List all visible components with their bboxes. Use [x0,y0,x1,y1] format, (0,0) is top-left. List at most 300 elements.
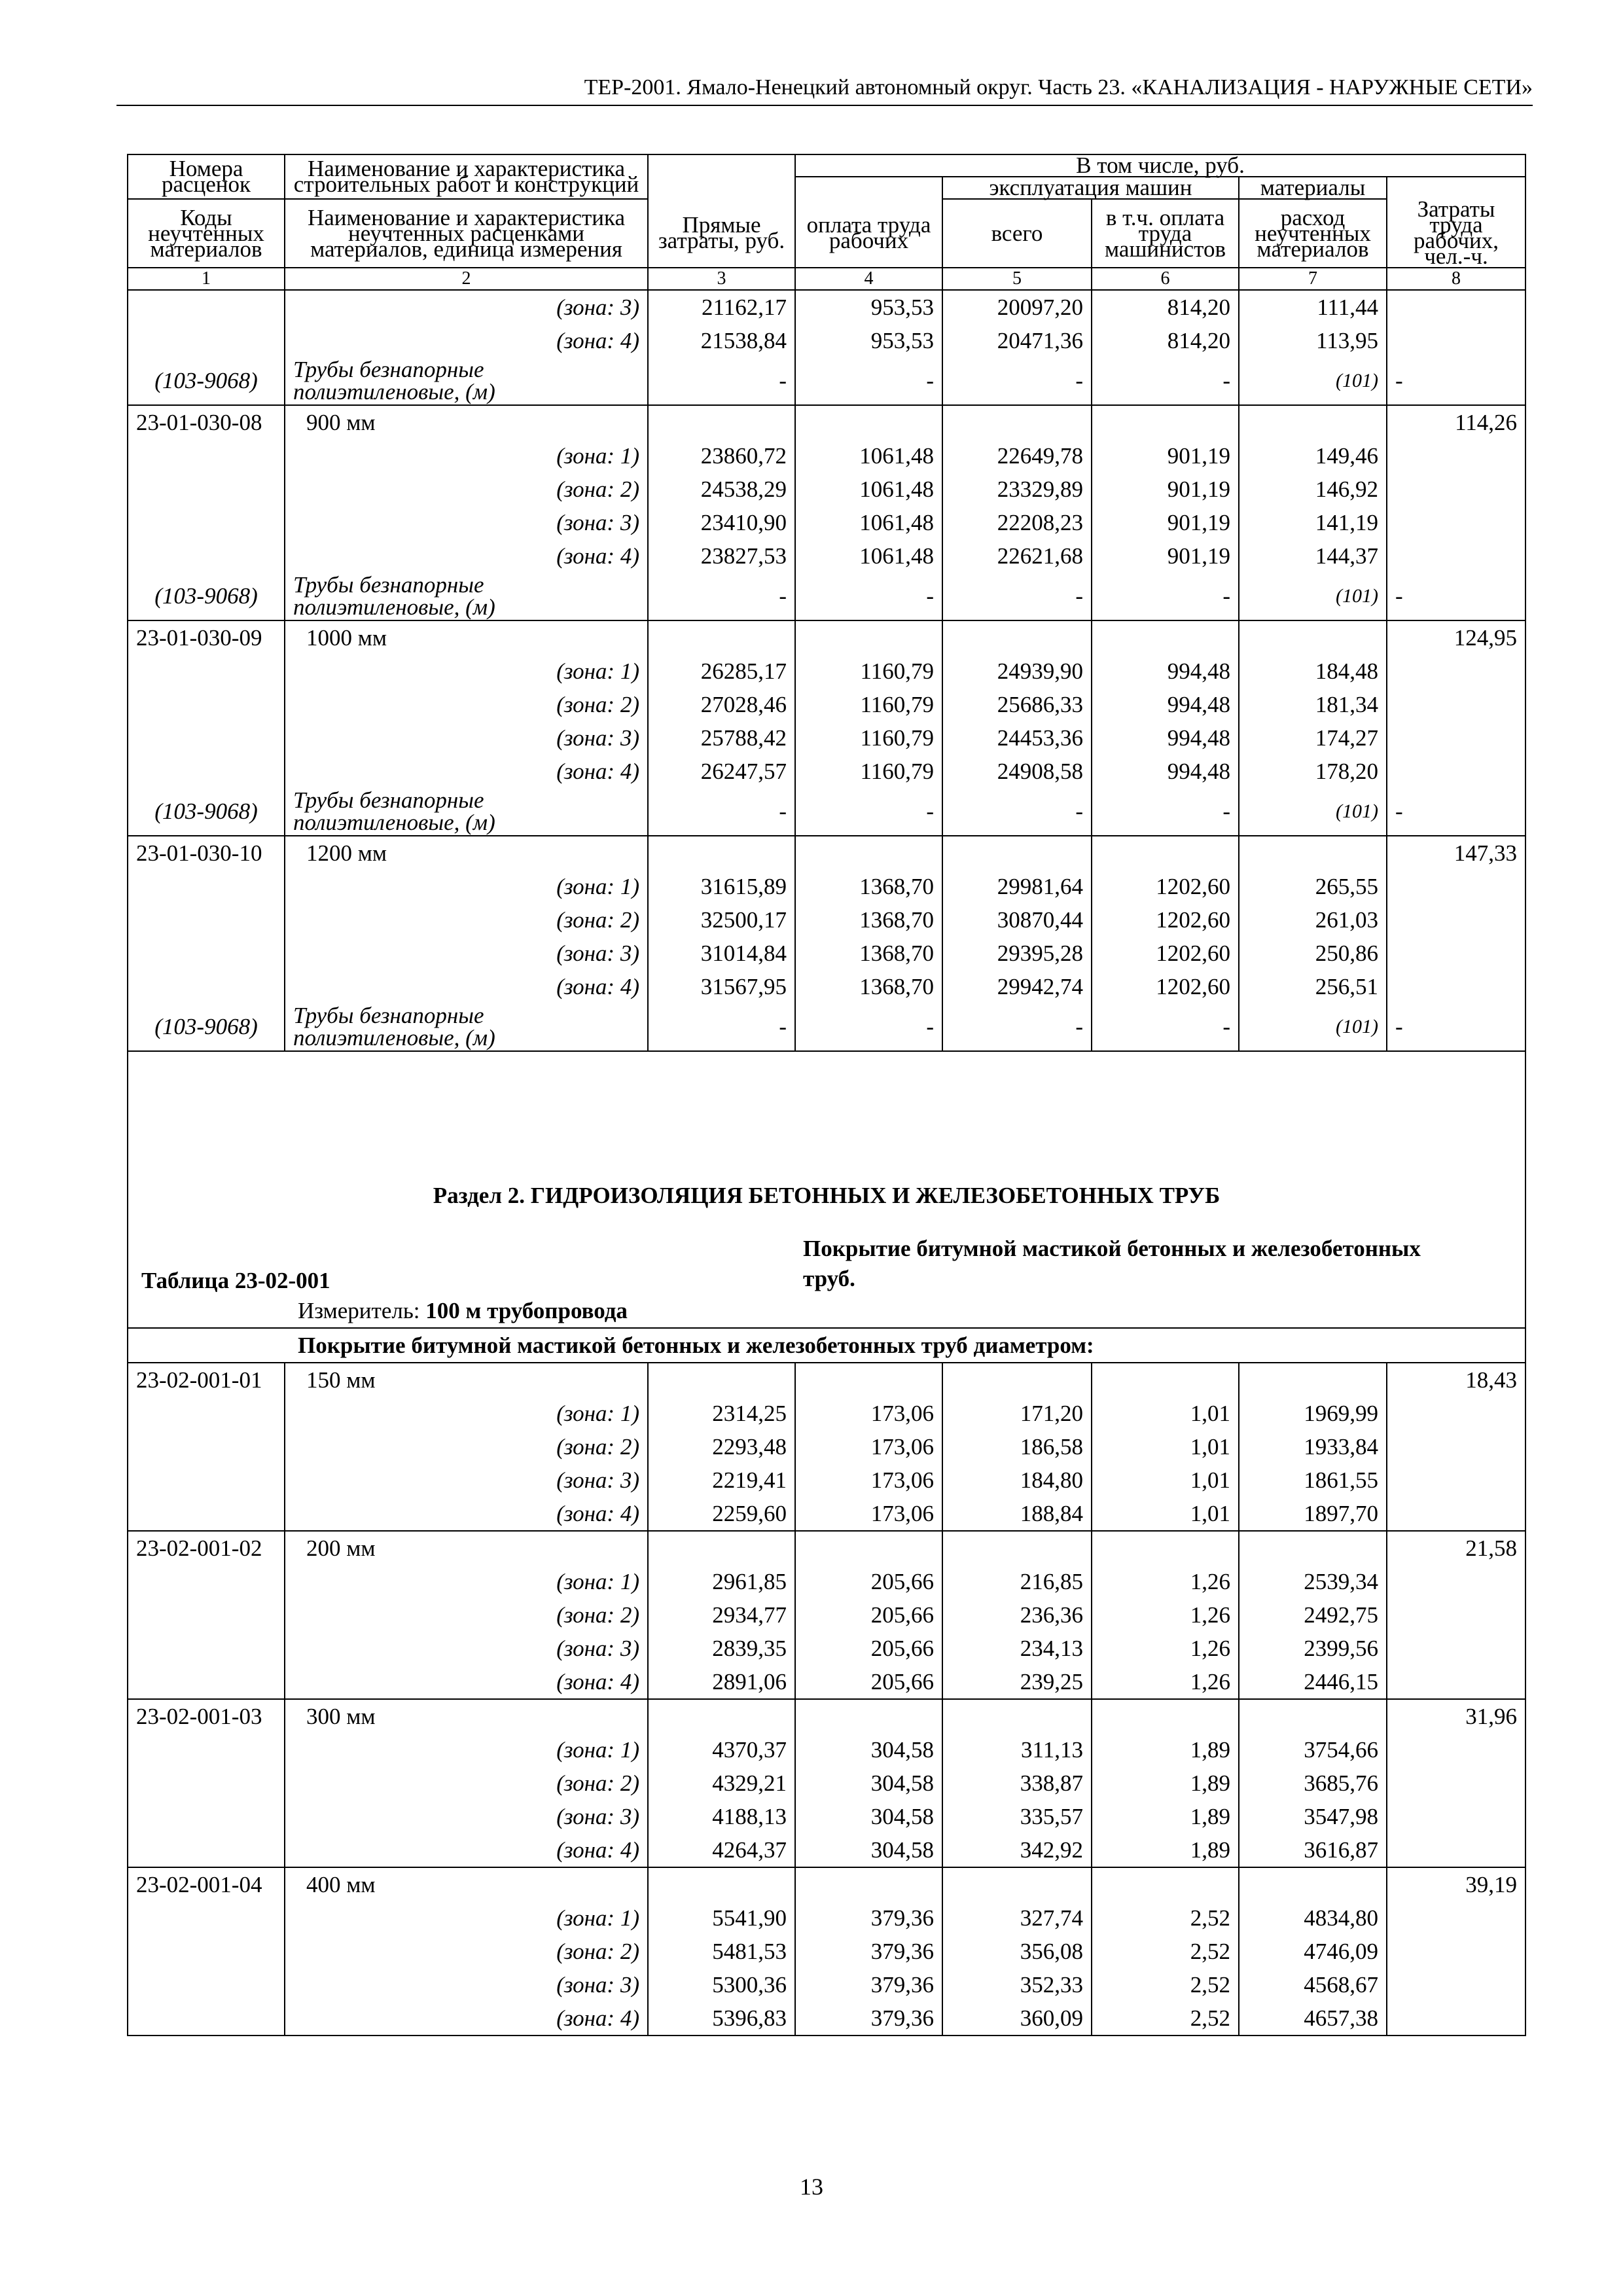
col-materials-unaccounted: расход неучтенных материалов [1239,199,1387,268]
value-cell: 2259,60 [648,1497,795,1531]
empty-cell [795,1363,942,1397]
document-header: ТЕР-2001. Ямало-Ненецкий автономный округ. Часть 23. «КАНАЛИЗАЦИЯ - НАРУЖНЫЕ СЕТИ» [584,75,1533,99]
value-cell: 2219,41 [648,1463,795,1497]
zone-label: (зона: 1) [285,1901,648,1935]
rate-code: 23-01-030-08 [128,405,285,439]
col-labor-pay-spacer [795,177,942,199]
labor-cell [1387,1598,1525,1632]
empty-cell [648,1531,795,1565]
rate-code: 23-02-001-01 [128,1363,285,1397]
dash-cell: - [648,573,795,620]
rate-code-cell [128,1901,285,1935]
empty-cell [648,1867,795,1901]
labor-cell [1387,1397,1525,1430]
value-cell: 5481,53 [648,1935,795,1968]
value-cell: 1202,60 [1092,937,1239,970]
value-cell: 24453,36 [942,721,1092,755]
labor-cell [1387,439,1525,473]
labor-cell [1387,1665,1525,1699]
value-cell: 173,06 [795,1497,942,1531]
value-cell: 184,48 [1239,655,1387,688]
rate-code-cell [128,870,285,903]
empty-cell [648,620,795,655]
empty-cell [1092,1363,1239,1397]
measure-label: Измеритель: [298,1297,420,1323]
value-cell: 994,48 [1092,655,1239,688]
labor-cell [1387,1733,1525,1767]
rate-code-cell [128,1565,285,1598]
labor-cell [1387,1430,1525,1463]
value-cell: 4188,13 [648,1800,795,1833]
value-cell: 22208,23 [942,506,1092,539]
subtitle-row [128,1328,1525,1363]
empty-cell [795,405,942,439]
value-cell: 311,13 [942,1733,1092,1767]
value-cell: 30870,44 [942,903,1092,937]
rate-code-cell [128,1497,285,1531]
rate-name: 1000 мм [285,620,648,655]
value-cell: 1160,79 [795,755,942,788]
rate-header-row [128,1363,1525,1397]
value-cell: 1933,84 [1239,1430,1387,1463]
material-row [128,357,1525,405]
value-cell: 814,20 [1092,324,1239,357]
value-cell: 1,89 [1092,1733,1239,1767]
rate-code-cell [128,903,285,937]
value-cell: 24908,58 [942,755,1092,788]
rate-header-row [128,1531,1525,1565]
table-row [128,1833,1525,1867]
value-cell: 352,33 [942,1968,1092,2001]
table-row [128,439,1525,473]
labor-costs-value: 39,19 [1387,1867,1525,1901]
labor-cell [1387,937,1525,970]
value-cell: 26285,17 [648,655,795,688]
dash-cell: - [942,573,1092,620]
rate-code: 23-01-030-10 [128,836,285,870]
zone-label: (зона: 4) [285,755,648,788]
table-row [128,870,1525,903]
zone-label: (зона: 4) [285,1497,648,1531]
empty-cell [942,1867,1092,1901]
value-cell: 24939,90 [942,655,1092,688]
value-cell: 1897,70 [1239,1497,1387,1531]
col-number: 7 [1239,268,1387,290]
material-qty: (101) [1239,788,1387,836]
zone-label: (зона: 2) [285,688,648,721]
material-row [128,573,1525,620]
rate-code-cell [128,655,285,688]
rate-code-cell [128,721,285,755]
empty-cell [1092,405,1239,439]
material-row [128,1003,1525,1051]
material-qty: (101) [1239,1003,1387,1051]
dash-cell: - [1092,357,1239,405]
rate-header-row [128,405,1525,439]
measure-row [128,1294,1525,1328]
labor-cell [1387,1833,1525,1867]
col-number: 8 [1387,268,1525,290]
value-cell: 4746,09 [1239,1935,1387,1968]
labor-cell [1387,2001,1525,2036]
rate-code: 23-02-001-02 [128,1531,285,1565]
col-direct-costs: Прямые затраты, руб. [648,199,795,268]
labor-cell [1387,1901,1525,1935]
col-materials: материалы [1239,177,1387,199]
header-row [128,268,1525,290]
zone-label: (зона: 3) [285,1968,648,2001]
value-cell: 205,66 [795,1632,942,1665]
table-row [128,1800,1525,1833]
material-name: Трубы безнапорные полиэтиленовые, (м) [285,788,648,836]
rate-code: 23-01-030-09 [128,620,285,655]
value-cell: 2,52 [1092,1935,1239,1968]
table-row [128,655,1525,688]
dash-cell: - [795,573,942,620]
zone-label: (зона: 3) [285,937,648,970]
rate-code-cell [128,1598,285,1632]
value-cell: 338,87 [942,1767,1092,1800]
table-row [128,506,1525,539]
zone-label: (зона: 1) [285,870,648,903]
dash-cell: - [942,1003,1092,1051]
material-name: Трубы безнапорные полиэтиленовые, (м) [285,357,648,405]
rate-name: 1200 мм [285,836,648,870]
col-labor-pay: оплата труда рабочих [795,199,942,268]
value-cell: 1,01 [1092,1463,1239,1497]
empty-cell [648,405,795,439]
value-cell: 2492,75 [1239,1598,1387,1632]
zone-label: (зона: 4) [285,539,648,573]
zone-label: (зона: 1) [285,655,648,688]
value-cell: 4370,37 [648,1733,795,1767]
table-row [128,1463,1525,1497]
value-cell: 111,44 [1239,290,1387,324]
value-cell: 2961,85 [648,1565,795,1598]
material-name: Трубы безнапорные полиэтиленовые, (м) [285,573,648,620]
measure-spacer [128,1294,285,1328]
col-including: В том числе, руб. [795,154,1525,177]
labor-costs-value: 114,26 [1387,405,1525,439]
value-cell: 141,19 [1239,506,1387,539]
zone-label: (зона: 3) [285,290,648,324]
value-cell: 379,36 [795,2001,942,2036]
value-cell: 304,58 [795,1767,942,1800]
dash-cell: - [1387,357,1525,405]
rate-header-row [128,1699,1525,1733]
material-qty: (101) [1239,357,1387,405]
value-cell: 261,03 [1239,903,1387,937]
table-row [128,1968,1525,2001]
zone-label: (зона: 3) [285,1800,648,1833]
empty-cell [942,1699,1092,1733]
measure [285,1294,1525,1328]
table-subtitle: Покрытие битумной мастикой бетонных и железобетонных труб диаметром: [285,1328,1525,1363]
rate-code-cell [128,473,285,506]
value-cell: 3754,66 [1239,1733,1387,1767]
value-cell: 814,20 [1092,290,1239,324]
value-cell: 360,09 [942,2001,1092,2036]
rate-code-cell [128,539,285,573]
value-cell: 1,26 [1092,1632,1239,1665]
value-cell: 23410,90 [648,506,795,539]
value-cell: 250,86 [1239,937,1387,970]
empty-cell [1239,405,1387,439]
labor-cell [1387,1968,1525,2001]
zone-label: (зона: 3) [285,721,648,755]
dash-cell: - [1387,573,1525,620]
value-cell: 4329,21 [648,1767,795,1800]
empty-cell [1092,1531,1239,1565]
labor-cell [1387,688,1525,721]
value-cell: 31567,95 [648,970,795,1003]
value-cell: 1969,99 [1239,1397,1387,1430]
rate-code-cell [128,1968,285,2001]
value-cell: 994,48 [1092,721,1239,755]
value-cell: 186,58 [942,1430,1092,1463]
empty-cell [795,620,942,655]
col-number: 2 [285,268,648,290]
value-cell: 29942,74 [942,970,1092,1003]
table-row [128,1733,1525,1767]
labor-cell [1387,1632,1525,1665]
dash-cell: - [648,357,795,405]
labor-cell [1387,1497,1525,1531]
value-cell: 4657,38 [1239,2001,1387,2036]
table-title-row [128,1215,1525,1294]
value-cell: 25686,33 [942,688,1092,721]
empty-cell [1092,836,1239,870]
rate-code-cell [128,970,285,1003]
value-cell: 205,66 [795,1598,942,1632]
table-row [128,970,1525,1003]
labor-cell [1387,1463,1525,1497]
labor-cell [1387,1565,1525,1598]
col-material-name: Наименование и характеристика неучтенных расценками материалов, единица измерения [285,199,648,268]
labor-costs-value: 31,96 [1387,1699,1525,1733]
value-cell: 181,34 [1239,688,1387,721]
value-cell: 1061,48 [795,506,942,539]
value-cell: 304,58 [795,1733,942,1767]
value-cell: 2,52 [1092,1901,1239,1935]
value-cell: 1,26 [1092,1565,1239,1598]
col-machinists-pay: в т.ч. оплата труда машинистов [1092,199,1239,268]
rate-code-cell [128,1463,285,1497]
material-code: (103-9068) [128,1003,285,1051]
empty-cell [648,1363,795,1397]
rate-header-row [128,1867,1525,1901]
value-cell: 3685,76 [1239,1767,1387,1800]
value-cell: 265,55 [1239,870,1387,903]
col-machines: эксплуатация машин [942,177,1239,199]
value-cell: 1368,70 [795,937,942,970]
empty-cell [795,1867,942,1901]
rate-header-row [128,836,1525,870]
rate-code-cell [128,506,285,539]
labor-cell [1387,903,1525,937]
rate-code-cell [128,2001,285,2036]
value-cell: 171,20 [942,1397,1092,1430]
value-cell: 304,58 [795,1833,942,1867]
table-row [128,1397,1525,1430]
value-cell: 335,57 [942,1800,1092,1833]
empty-cell [942,1363,1092,1397]
material-name: Трубы безнапорные полиэтиленовые, (м) [285,1003,648,1051]
value-cell: 342,92 [942,1833,1092,1867]
header-row [128,199,1525,268]
value-cell: 2314,25 [648,1397,795,1430]
value-cell: 29395,28 [942,937,1092,970]
empty-cell [1092,1867,1239,1901]
rates-table [127,154,1526,2036]
table-row [128,1767,1525,1800]
col-rate-numbers: Номера расценок [128,154,285,199]
value-cell: 2,52 [1092,2001,1239,2036]
value-cell: 1,01 [1092,1430,1239,1463]
value-cell: 5396,83 [648,2001,795,2036]
zone-label: (зона: 2) [285,473,648,506]
zone-label: (зона: 4) [285,2001,648,2036]
rate-code: 23-02-001-04 [128,1867,285,1901]
rate-code-cell [128,1430,285,1463]
value-cell: 22649,78 [942,439,1092,473]
labor-cell [1387,506,1525,539]
dash-cell: - [1387,788,1525,836]
value-cell: 2539,34 [1239,1565,1387,1598]
zone-label: (зона: 3) [285,1632,648,1665]
rate-code-cell [128,1767,285,1800]
value-cell: 144,37 [1239,539,1387,573]
value-cell: 32500,17 [648,903,795,937]
col-number: 5 [942,268,1092,290]
rate-code-cell [128,290,285,324]
measure-value: 100 м трубопровода [425,1297,628,1323]
material-code: (103-9068) [128,788,285,836]
rate-code-cell [128,755,285,788]
value-cell: 26247,57 [648,755,795,788]
dash-cell: - [795,788,942,836]
value-cell: 25788,42 [648,721,795,755]
table-row [128,1497,1525,1531]
subtitle-spacer [128,1328,285,1363]
col-number: 4 [795,268,942,290]
table-row [128,688,1525,721]
table-row [128,1565,1525,1598]
rate-code-cell [128,1833,285,1867]
table-row [128,324,1525,357]
value-cell: 27028,46 [648,688,795,721]
value-cell: 901,19 [1092,539,1239,573]
table-row [128,903,1525,937]
labor-cell [1387,1935,1525,1968]
table-row [128,937,1525,970]
zone-label: (зона: 2) [285,1598,648,1632]
rate-name: 900 мм [285,405,648,439]
rate-code-cell [128,324,285,357]
value-cell: 327,74 [942,1901,1092,1935]
value-cell: 1,26 [1092,1665,1239,1699]
rate-name: 300 мм [285,1699,648,1733]
table-row [128,1901,1525,1935]
zone-label: (зона: 1) [285,1565,648,1598]
col-material-codes: Коды неучтенных материалов [128,199,285,268]
value-cell: 20471,36 [942,324,1092,357]
value-cell: 188,84 [942,1497,1092,1531]
header-rule [116,105,1533,106]
rate-code-cell [128,688,285,721]
section-title: Раздел 2. ГИДРОИЗОЛЯЦИЯ БЕТОННЫХ И ЖЕЛЕЗОБЕТОННЫХ ТРУБ [128,1051,1525,1215]
zone-label: (зона: 2) [285,1767,648,1800]
zone-label: (зона: 3) [285,506,648,539]
value-cell: 953,53 [795,324,942,357]
value-cell: 1061,48 [795,473,942,506]
value-cell: 205,66 [795,1565,942,1598]
value-cell: 256,51 [1239,970,1387,1003]
empty-cell [1239,1699,1387,1733]
rate-code-cell [128,1665,285,1699]
value-cell: 173,06 [795,1397,942,1430]
table-row [128,1430,1525,1463]
value-cell: 1,01 [1092,1397,1239,1430]
value-cell: 29981,64 [942,870,1092,903]
value-cell: 23827,53 [648,539,795,573]
value-cell: 3547,98 [1239,1800,1387,1833]
labor-cell [1387,870,1525,903]
value-cell: 234,13 [942,1632,1092,1665]
empty-cell [795,1699,942,1733]
empty-cell [1239,1363,1387,1397]
material-row [128,788,1525,836]
value-cell: 2293,48 [648,1430,795,1463]
value-cell: 2934,77 [648,1598,795,1632]
table-row [128,2001,1525,2036]
value-cell: 4834,80 [1239,1901,1387,1935]
labor-cell [1387,655,1525,688]
col-number: 1 [128,268,285,290]
value-cell: 205,66 [795,1665,942,1699]
col-direct-costs-spacer [648,154,795,199]
table-row [128,1935,1525,1968]
zone-label: (зона: 4) [285,1665,648,1699]
value-cell: 994,48 [1092,688,1239,721]
value-cell: 146,92 [1239,473,1387,506]
table-row [128,721,1525,755]
value-cell: 2399,56 [1239,1632,1387,1665]
table-label: Таблица 23-02-001 [128,1215,795,1294]
value-cell: 1061,48 [795,439,942,473]
rate-code-cell [128,439,285,473]
rate-code-cell [128,937,285,970]
value-cell: 994,48 [1092,755,1239,788]
empty-cell [1239,836,1387,870]
rate-name: 200 мм [285,1531,648,1565]
col-number: 6 [1092,268,1239,290]
empty-cell [1239,620,1387,655]
labor-costs-value: 18,43 [1387,1363,1525,1397]
zone-label: (зона: 1) [285,1733,648,1767]
value-cell: 901,19 [1092,439,1239,473]
dash-cell: - [1092,573,1239,620]
value-cell: 2839,35 [648,1632,795,1665]
value-cell: 1202,60 [1092,970,1239,1003]
labor-cell [1387,1767,1525,1800]
value-cell: 1160,79 [795,655,942,688]
empty-cell [648,1699,795,1733]
rate-name: 150 мм [285,1363,648,1397]
rate-code-cell [128,1935,285,1968]
value-cell: 178,20 [1239,755,1387,788]
value-cell: 379,36 [795,1968,942,2001]
